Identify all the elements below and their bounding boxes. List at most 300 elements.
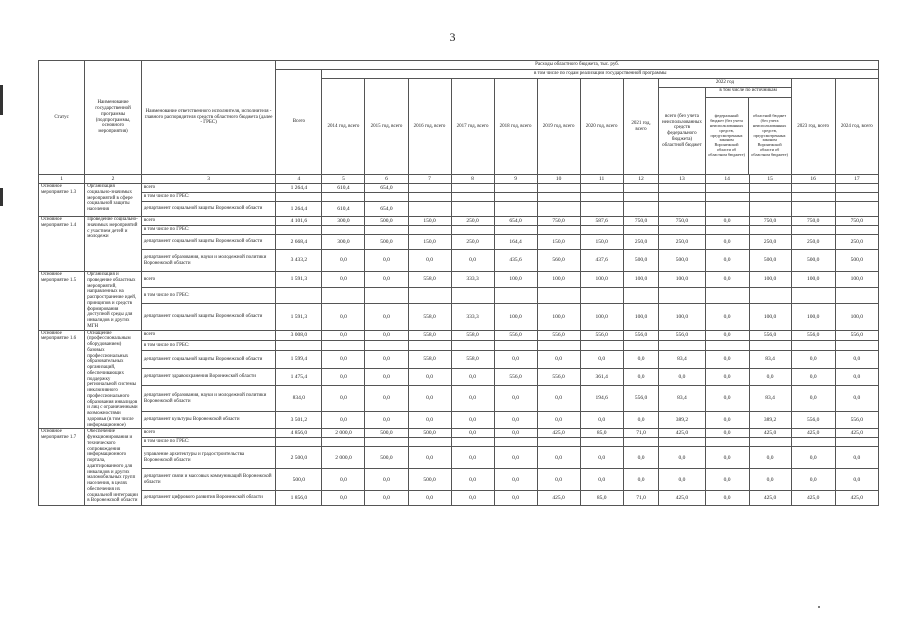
row-value [791, 340, 835, 350]
row-value [791, 184, 835, 193]
row-value: 389,2 [659, 411, 705, 428]
row-value: 500,0 [365, 217, 408, 226]
column-number: 15 [749, 175, 791, 184]
header-2017: 2017 год, всего [451, 79, 494, 175]
row-value [365, 287, 408, 303]
row-value [623, 226, 659, 235]
table-row [39, 351, 879, 368]
row-value: 0,0 [791, 447, 835, 469]
row-value: 0,0 [580, 351, 623, 368]
row-value: 4 101,6 [276, 217, 322, 226]
row-value: 0,0 [322, 351, 365, 368]
row-value: 0,0 [408, 447, 451, 469]
row-program-name: Организация социально-значимых мероприятий в сфере социальной защиты населения [85, 184, 142, 217]
header-including-sources: в том числе по источникам [706, 88, 791, 98]
row-value [494, 193, 537, 202]
row-value: 2 000,0 [322, 429, 365, 438]
row-value: 100,0 [580, 303, 623, 330]
scan-dot [818, 606, 820, 608]
row-value [791, 226, 835, 235]
row-value [659, 184, 705, 193]
row-value: 0,0 [791, 368, 835, 385]
row-value: 437,6 [580, 250, 623, 272]
row-executor: всего [141, 184, 275, 193]
row-value: 556,0 [623, 330, 659, 340]
row-value: 0,0 [791, 386, 835, 412]
column-number: 1 [39, 175, 85, 184]
row-value: 0,0 [451, 469, 494, 491]
row-value [322, 340, 365, 350]
row-value: 0,0 [494, 429, 537, 438]
row-value: 0,0 [494, 491, 537, 506]
header-program-name: Наименование государственной программы (подпрограммы, основного мероприятия) [85, 61, 142, 175]
row-value: 0,0 [494, 351, 537, 368]
row-value [451, 340, 494, 350]
row-value [537, 340, 580, 350]
row-value: 164,4 [494, 235, 537, 250]
column-number: 3 [141, 175, 275, 184]
row-value [494, 202, 537, 217]
header-2023: 2023 год, всего [791, 79, 835, 175]
row-value [835, 226, 878, 235]
row-value [659, 226, 705, 235]
column-number: 16 [791, 175, 835, 184]
column-number: 13 [659, 175, 705, 184]
row-value: 100,0 [659, 272, 705, 288]
row-value: 500,0 [408, 469, 451, 491]
row-value [408, 340, 451, 350]
row-value: 100,0 [494, 303, 537, 330]
row-status: Основное мероприятие 1.3 [39, 184, 85, 217]
row-value: 0,0 [322, 411, 365, 428]
row-value [580, 193, 623, 202]
row-value: 610,4 [322, 184, 365, 193]
row-value: 0,0 [322, 272, 365, 288]
header-2021: 2021 год, всего [623, 79, 659, 175]
row-value [494, 184, 537, 193]
row-value: 0,0 [623, 368, 659, 385]
row-value [494, 340, 537, 350]
row-value: 0,0 [365, 351, 408, 368]
row-value: 250,0 [451, 235, 494, 250]
row-value: 556,0 [494, 330, 537, 340]
row-value [322, 193, 365, 202]
row-value: 556,0 [835, 330, 878, 340]
row-value: 389,2 [749, 411, 791, 428]
row-value: 556,0 [791, 330, 835, 340]
row-value [749, 184, 791, 193]
page-number: 3 [449, 30, 456, 44]
row-value: 425,0 [537, 491, 580, 506]
row-value: 0,0 [749, 469, 791, 491]
row-value [835, 184, 878, 193]
row-value: 0,0 [408, 368, 451, 385]
row-value: 250,0 [659, 235, 705, 250]
row-value [537, 184, 580, 193]
column-number: 7 [408, 175, 451, 184]
row-value: 0,0 [705, 386, 749, 412]
row-value: 0,0 [705, 351, 749, 368]
row-value: 500,0 [749, 250, 791, 272]
row-value [322, 438, 365, 447]
table-row [39, 217, 879, 226]
row-value [537, 287, 580, 303]
row-executor: департамент социальной защиты Воронежской области [141, 303, 275, 330]
column-number: 11 [580, 175, 623, 184]
row-value: 150,0 [408, 235, 451, 250]
row-value: 0,0 [494, 386, 537, 412]
table-row [39, 202, 879, 217]
row-value: 0,0 [705, 235, 749, 250]
row-program-name: Обеспечение функционирования и технического сопровождения информационного портала, адаптированного для инвалидов и других маломобильных групп населения, в целях обеспечения их социальной интеграции в Воронежской области [85, 429, 142, 506]
row-value: 556,0 [749, 330, 791, 340]
row-value: 425,0 [659, 429, 705, 438]
row-value: 100,0 [791, 272, 835, 288]
row-value [537, 202, 580, 217]
row-value [835, 287, 878, 303]
row-value [322, 226, 365, 235]
row-value: 500,0 [276, 469, 322, 491]
header-2022: 2022 год [659, 79, 791, 88]
row-value: 0,0 [408, 411, 451, 428]
row-status: Основное мероприятие 1.7 [39, 429, 85, 506]
row-value [749, 287, 791, 303]
row-value: 558,0 [408, 303, 451, 330]
row-value: 750,0 [659, 217, 705, 226]
row-value: 0,0 [705, 429, 749, 438]
row-value [705, 184, 749, 193]
row-value: 0,0 [365, 272, 408, 288]
row-value: 300,0 [322, 217, 365, 226]
row-value: 425,0 [835, 429, 878, 438]
row-value [365, 438, 408, 447]
row-value: 1 591,3 [276, 303, 322, 330]
row-value: 0,0 [749, 368, 791, 385]
row-value: 556,0 [623, 386, 659, 412]
row-value: 0,0 [365, 330, 408, 340]
column-number: 6 [365, 175, 408, 184]
row-value [623, 340, 659, 350]
row-value [365, 340, 408, 350]
row-value: 0,0 [322, 491, 365, 506]
row-value: 558,0 [451, 330, 494, 340]
row-value: 0,0 [835, 447, 878, 469]
row-value [749, 193, 791, 202]
row-value: 0,0 [408, 250, 451, 272]
row-value: 0,0 [494, 447, 537, 469]
row-value: 4 856,0 [276, 429, 322, 438]
header-regional: областной бюджет (без учета неиспользованных средств, предусмотренных законом Воронежской области об областном бюджете) [751, 113, 788, 157]
row-value: 556,0 [659, 330, 705, 340]
row-value: 0,0 [494, 469, 537, 491]
row-value [580, 287, 623, 303]
row-value: 0,0 [322, 368, 365, 385]
header-status: Статус [39, 61, 85, 175]
row-value: 0,0 [580, 469, 623, 491]
row-value: 85,0 [580, 429, 623, 438]
table-row [39, 330, 879, 340]
row-value: 834,0 [276, 386, 322, 412]
row-value: 0,0 [659, 447, 705, 469]
row-value: 0,0 [322, 330, 365, 340]
row-value [408, 202, 451, 217]
row-value [749, 202, 791, 217]
row-value [835, 202, 878, 217]
table-row [39, 272, 879, 288]
row-value: 500,0 [365, 235, 408, 250]
row-value: 0,0 [322, 469, 365, 491]
table-row [39, 250, 879, 272]
row-value [580, 340, 623, 350]
header-2020: 2020 год, всего [580, 79, 623, 175]
header-2024: 2024 год, всего [835, 79, 878, 175]
row-value: 3 501,2 [276, 411, 322, 428]
row-value [451, 287, 494, 303]
row-value: 500,0 [365, 429, 408, 438]
row-value: 100,0 [537, 303, 580, 330]
row-value: 0,0 [451, 411, 494, 428]
row-value: 250,0 [791, 235, 835, 250]
row-value: 83,4 [659, 351, 705, 368]
row-value: 0,0 [705, 250, 749, 272]
row-value: 0,0 [322, 303, 365, 330]
row-value: 0,0 [659, 368, 705, 385]
row-value: 300,0 [322, 235, 365, 250]
row-value: 250,0 [623, 235, 659, 250]
row-executor: департамент культуры Воронежской области [141, 411, 275, 428]
row-value: 361,4 [580, 368, 623, 385]
row-value: 425,0 [835, 491, 878, 506]
row-value: 100,0 [835, 303, 878, 330]
row-value [835, 340, 878, 350]
row-value [623, 202, 659, 217]
row-value: 425,0 [659, 491, 705, 506]
row-value: 100,0 [749, 272, 791, 288]
row-value [705, 438, 749, 447]
row-value: 610,4 [322, 202, 365, 217]
row-value [451, 184, 494, 193]
row-value: 100,0 [659, 303, 705, 330]
row-program-name: Проведение социально-значимых мероприятий с участием детей и молодежи [85, 217, 142, 272]
row-value: 556,0 [791, 411, 835, 428]
row-value [451, 202, 494, 217]
row-value: 500,0 [791, 250, 835, 272]
column-number: 10 [537, 175, 580, 184]
row-value: 654,0 [365, 184, 408, 193]
row-value [537, 193, 580, 202]
row-value [494, 287, 537, 303]
row-value: 0,0 [705, 368, 749, 385]
column-number: 12 [623, 175, 659, 184]
row-executor: всего [141, 330, 275, 340]
row-value: 0,0 [451, 250, 494, 272]
row-value [623, 193, 659, 202]
budget-table [38, 60, 879, 506]
row-value [408, 226, 451, 235]
row-value: 250,0 [835, 235, 878, 250]
row-status: Основное мероприятие 1.4 [39, 217, 85, 272]
row-value: 3 008,0 [276, 330, 322, 340]
row-executor: в том числе по ГРБС: [141, 438, 275, 447]
row-value: 0,0 [791, 351, 835, 368]
row-value: 0,0 [537, 386, 580, 412]
row-value: 750,0 [835, 217, 878, 226]
row-executor: в том числе по ГРБС: [141, 287, 275, 303]
row-executor: в том числе по ГРБС: [141, 193, 275, 202]
row-status: Основное мероприятие 1.6 [39, 330, 85, 429]
row-value: 250,0 [749, 235, 791, 250]
table-row [39, 287, 879, 303]
row-value [791, 438, 835, 447]
header-by-years: в том числе по годам реализации государственной программы [322, 70, 879, 79]
header-2016: 2016 год, всего [408, 79, 451, 175]
table-row [39, 235, 879, 250]
row-value: 558,0 [408, 272, 451, 288]
row-value [749, 226, 791, 235]
row-value: 435,6 [494, 250, 537, 272]
row-value: 0,0 [494, 411, 537, 428]
table-row [39, 303, 879, 330]
row-value [705, 226, 749, 235]
row-value: 0,0 [365, 303, 408, 330]
header-expenses-title: Расходы областного бюджета, тыс. руб. [276, 61, 879, 70]
row-executor: департамент социальной защиты Воронежской области [141, 351, 275, 368]
row-value [276, 287, 322, 303]
row-value: 425,0 [537, 429, 580, 438]
row-value [408, 193, 451, 202]
row-executor: всего [141, 272, 275, 288]
header-2018: 2018 год, всего [494, 79, 537, 175]
row-value: 85,0 [580, 491, 623, 506]
row-value: 500,0 [408, 429, 451, 438]
row-value: 0,0 [365, 386, 408, 412]
row-value: 83,4 [749, 386, 791, 412]
row-value: 556,0 [537, 368, 580, 385]
row-value: 556,0 [580, 330, 623, 340]
row-value [623, 184, 659, 193]
row-value: 83,4 [659, 386, 705, 412]
header-2019: 2019 год, всего [537, 79, 580, 175]
row-value: 83,4 [749, 351, 791, 368]
row-executor: департамент цифрового развития Воронежской области [141, 491, 275, 506]
row-value [580, 184, 623, 193]
row-value: 1 475,4 [276, 368, 322, 385]
binding-mark-lower [0, 188, 3, 206]
row-value: 500,0 [659, 250, 705, 272]
row-executor: всего [141, 217, 275, 226]
row-value: 71,0 [623, 429, 659, 438]
row-value [835, 438, 878, 447]
row-value [494, 226, 537, 235]
table-row [39, 386, 879, 412]
row-value: 100,0 [623, 272, 659, 288]
row-value: 250,0 [451, 217, 494, 226]
row-value: 556,0 [537, 330, 580, 340]
row-value: 560,0 [537, 250, 580, 272]
row-value: 558,0 [451, 351, 494, 368]
row-value: 0,0 [705, 303, 749, 330]
row-value: 0,0 [451, 447, 494, 469]
row-value [705, 193, 749, 202]
row-value: 100,0 [623, 303, 659, 330]
column-number: 9 [494, 175, 537, 184]
row-value [659, 287, 705, 303]
row-value: 100,0 [791, 303, 835, 330]
row-value [365, 193, 408, 202]
row-value: 100,0 [537, 272, 580, 288]
binding-mark [0, 85, 3, 115]
row-value: 0,0 [537, 447, 580, 469]
row-value [659, 202, 705, 217]
row-value [659, 438, 705, 447]
row-value: 0,0 [365, 469, 408, 491]
row-value [705, 340, 749, 350]
header-total: Всего [276, 70, 322, 175]
header-federal: федеральный бюджет (без учета неиспользованных средств, предусмотренных законом Воронежской области об областном бюджете) [706, 98, 749, 174]
row-value [537, 438, 580, 447]
row-value [659, 193, 705, 202]
row-value: 333,3 [451, 272, 494, 288]
row-value: 0,0 [322, 386, 365, 412]
row-value: 0,0 [835, 368, 878, 385]
table-row [39, 491, 879, 506]
row-value: 556,0 [835, 411, 878, 428]
row-status: Основное мероприятие 1.5 [39, 272, 85, 331]
row-value [659, 340, 705, 350]
header-2014: 2014 год, всего [322, 79, 365, 175]
column-number: 2 [85, 175, 142, 184]
column-number: 4 [276, 175, 322, 184]
row-value [276, 193, 322, 202]
row-executor: департамент здравоохранения Воронежской области [141, 368, 275, 385]
row-value [276, 340, 322, 350]
row-value [705, 287, 749, 303]
row-value: 1 264,4 [276, 202, 322, 217]
row-value: 0,0 [835, 469, 878, 491]
table-row [39, 226, 879, 235]
row-executor: департамент образования, науки и молодежной политики Воронежской области [141, 250, 275, 272]
row-value [791, 202, 835, 217]
row-value: 3 433,2 [276, 250, 322, 272]
row-value: 0,0 [659, 469, 705, 491]
column-number: 5 [322, 175, 365, 184]
row-value: 0,0 [791, 469, 835, 491]
row-value [451, 438, 494, 447]
row-value: 0,0 [705, 217, 749, 226]
header-2015: 2015 год, всего [365, 79, 408, 175]
table-row [39, 193, 879, 202]
table-row [39, 429, 879, 438]
row-value: 0,0 [365, 368, 408, 385]
row-value: 500,0 [365, 447, 408, 469]
row-value [451, 193, 494, 202]
header-executor: Наименование ответственного исполнителя, исполнителя - главного распорядителя средств областного бюджета (далее - ГРБС) [141, 61, 275, 175]
row-value: 2 500,0 [276, 447, 322, 469]
table-row [39, 438, 879, 447]
row-value: 558,0 [408, 351, 451, 368]
row-value: 0,0 [705, 411, 749, 428]
row-value: 0,0 [451, 491, 494, 506]
table-row [39, 469, 879, 491]
row-value [408, 184, 451, 193]
row-value [408, 438, 451, 447]
row-executor: департамент социальной защиты Воронежской области [141, 202, 275, 217]
table-row [39, 340, 879, 350]
row-value [408, 287, 451, 303]
row-value [791, 193, 835, 202]
row-executor: в том числе по ГРБС: [141, 340, 275, 350]
row-value: 750,0 [749, 217, 791, 226]
